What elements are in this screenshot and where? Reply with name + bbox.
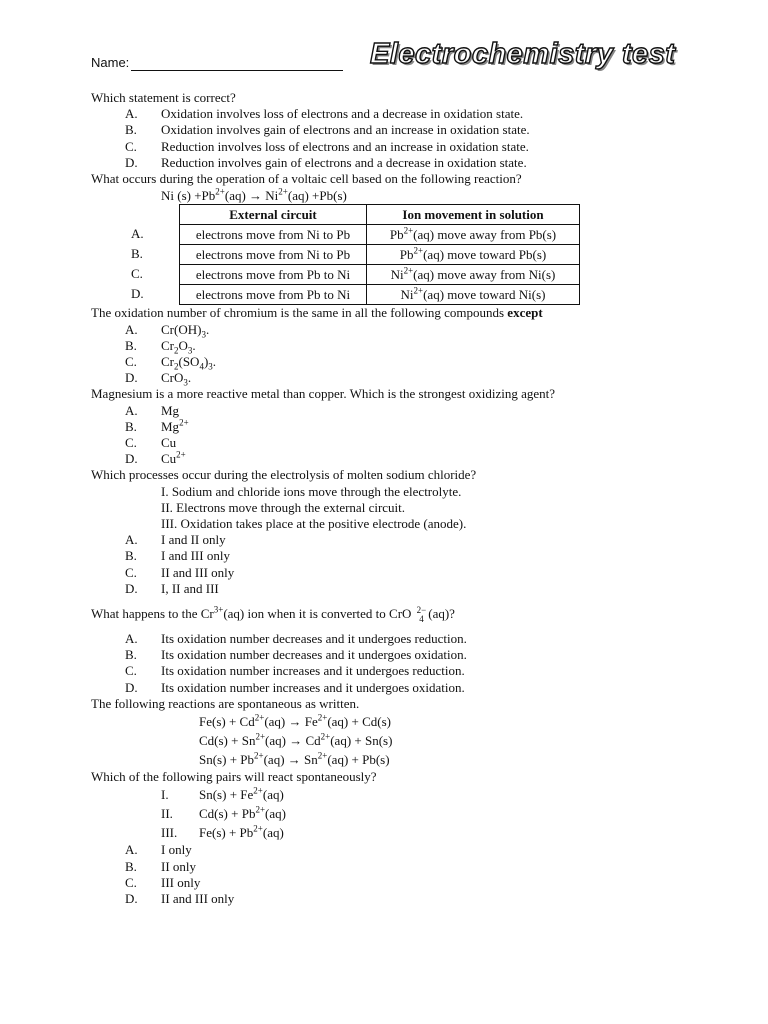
question-2: [91, 171, 751, 305]
q6-option-d[interactable]: D. Its oxidation number increases and it undergoes oxidation.: [125, 679, 465, 695]
question-3: [91, 305, 751, 386]
q7-reaction-3: $Sn(s) + Pb^{2+}(aq) \to Sn^{2+}(aq) + Pb(s)$: [199, 750, 390, 768]
q4-option-c[interactable]: C. Cu: [125, 435, 177, 451]
question-5-text: Which processes occur during the electrolysis of molten sodium chloride?: [91, 467, 477, 483]
q4-option-d[interactable]: D. $Cu^{2+}$: [125, 449, 186, 467]
q2-option-letters: [131, 224, 144, 304]
q1-option-c[interactable]: C. Reduction involves loss of electrons and an increase in oxidation state.: [125, 138, 529, 154]
q3-option-b[interactable]: B. $Cr_2O_3$.: [125, 337, 196, 356]
table-header-circuit: External circuit: [180, 205, 367, 225]
question-7-intro: The following reactions are spontaneous as written.: [91, 695, 360, 711]
q5-statement-3: III. Oxidation takes place at the positive electrode (anode).: [161, 516, 467, 532]
q7-pair-3: III. $Fe(s) + Pb^{2+}(aq)$: [161, 823, 284, 841]
q4-option-b[interactable]: B. $Mg^{2+}$: [125, 417, 189, 434]
q3-option-a[interactable]: A. $Cr(OH)_3$.: [125, 321, 210, 340]
q5-option-d[interactable]: D. I, II and III: [125, 580, 219, 596]
table-row: electrons move from Pb to Ni $Ni^{2+}(aq)$ move away from Ni(s): [180, 265, 580, 285]
q7-option-a[interactable]: A. I only: [125, 842, 192, 858]
table-row: electrons move from Ni to Pb $Pb^{2+}(aq)$ move away from Pb(s): [180, 225, 580, 245]
q5-option-c[interactable]: C. II and III only: [125, 564, 235, 580]
question-1: [91, 90, 751, 171]
name-label: Name:: [91, 55, 130, 70]
q7-reaction-1: $Fe(s) + Cd^{2+}(aq) \to Fe^{2+}(aq) + Cd(s)$: [199, 712, 391, 730]
table-row: electrons move from Ni to Pb $Pb^{2+}(aq)$ move toward Pb(s): [180, 245, 580, 265]
page-title: Electrochemistry test: [370, 38, 676, 70]
q5-option-b[interactable]: B. I and III only: [125, 548, 230, 564]
q1-option-d[interactable]: D. Reduction involves gain of electrons and a decrease in oxidation state.: [125, 154, 527, 170]
q2-option-c[interactable]: C.: [131, 266, 143, 282]
test-content: [91, 90, 751, 907]
q7-pair-1: I. $Sn(s) + Fe^{2+}(aq)$: [161, 785, 284, 803]
name-blank-line[interactable]: [131, 70, 343, 71]
q7-option-c[interactable]: C. III only: [125, 874, 201, 890]
q2-option-b[interactable]: B.: [131, 246, 143, 262]
question-4: [91, 386, 751, 467]
question-7-text: Which of the following pairs will react spontaneously?: [91, 769, 377, 785]
question-7: [91, 696, 751, 907]
q2-option-d[interactable]: D.: [131, 286, 144, 302]
q5-option-a[interactable]: A. I and II only: [125, 532, 226, 548]
q6-option-a[interactable]: A. Its oxidation number decreases and it undergoes reduction.: [125, 631, 467, 647]
question-2-text: What occurs during the operation of a voltaic cell based on the following reaction?: [91, 171, 522, 187]
q5-statement-2: II. Electrons move through the external circuit.: [161, 499, 406, 515]
q7-option-b[interactable]: B. II only: [125, 858, 197, 874]
question-4-text: Magnesium is a more reactive metal than copper. Which is the strongest oxidizing agent?: [91, 386, 556, 402]
table-row: electrons move from Pb to Ni $Ni^{2+}(aq)$ move toward Ni(s): [180, 285, 580, 305]
q2-answer-table: [179, 204, 580, 305]
q5-statement-1: I. Sodium and chloride ions move through the electrolyte.: [161, 483, 462, 499]
question-6-text: What happens to the $Cr^{3+}(aq)$ ion when it is converted to CrO 2− 4 (aq)?: [91, 604, 455, 625]
q2-option-a[interactable]: A.: [131, 226, 144, 242]
q6-option-c[interactable]: C. Its oxidation number increases and it undergoes reduction.: [125, 663, 465, 679]
q1-option-a[interactable]: A. Oxidation involves loss of electrons and a decrease in oxidation state.: [125, 106, 524, 122]
question-1-text: Which statement is correct?: [91, 90, 236, 105]
q2-reaction-equation: Ni $(s) +Pb^{2+}(aq) \to Ni^{2+}(aq) +Pb(s)$: [161, 186, 347, 204]
table-header-ion: Ion movement in solution: [367, 205, 580, 225]
q1-option-b[interactable]: B. Oxidation involves gain of electrons and an increase in oxidation state.: [125, 122, 530, 138]
question-6: [91, 603, 751, 696]
q3-option-d[interactable]: D. CrO$_3$.: [125, 370, 192, 388]
q6-option-b[interactable]: B. Its oxidation number decreases and it undergoes oxidation.: [125, 647, 467, 663]
q7-option-d[interactable]: D. II and III only: [125, 890, 235, 906]
q7-pair-2: II. $Cd(s) + Pb^{2+}(aq)$: [161, 804, 286, 822]
q7-reaction-2: $Cd(s) + Sn^{2+}(aq) \to Cd^{2+}(aq) + Sn(s)$: [199, 731, 393, 749]
question-3-text: The oxidation number of chromium is the same in all the following compounds except: [91, 305, 543, 321]
q4-option-a[interactable]: A. Mg: [125, 402, 180, 418]
question-5: [91, 467, 751, 597]
q3-option-c[interactable]: C. $Cr_2(SO_4)_3$.: [125, 354, 217, 372]
